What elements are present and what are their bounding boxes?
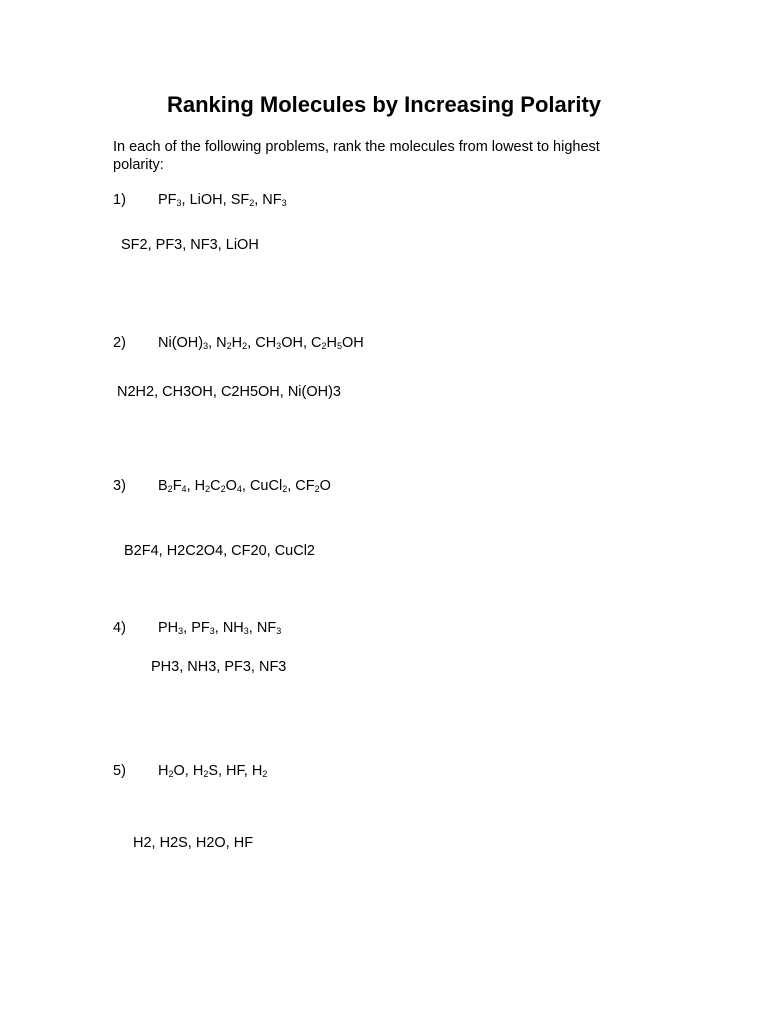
problem-number: 4) bbox=[113, 620, 126, 636]
subscript: 3 bbox=[176, 198, 182, 208]
subscript: 2 bbox=[203, 769, 209, 779]
subscript: 4 bbox=[181, 484, 187, 494]
problem-4 bbox=[113, 620, 281, 636]
subscript: 2 bbox=[220, 484, 226, 494]
subscript: 2 bbox=[262, 769, 268, 779]
subscript: 3 bbox=[276, 626, 282, 636]
answer-2: N2H2, CH3OH, C2H5OH, Ni(OH)3 bbox=[117, 384, 341, 400]
subscript: 3 bbox=[243, 626, 249, 636]
subscript: 3 bbox=[178, 626, 184, 636]
subscript: 5 bbox=[336, 341, 342, 351]
subscript: 3 bbox=[203, 341, 209, 351]
page-title: Ranking Molecules by Increasing Polarity bbox=[166, 92, 602, 117]
subscript: 2 bbox=[242, 341, 248, 351]
subscript: 2 bbox=[205, 484, 211, 494]
problem-number: 2) bbox=[113, 335, 126, 351]
molecule-list: $H_2O$, $H_2S$, HF, $H_2$ bbox=[158, 763, 268, 779]
subscript: 3 bbox=[281, 198, 287, 208]
subscript: 2 bbox=[168, 769, 174, 779]
subscript: 3 bbox=[209, 626, 215, 636]
problem-number: 5) bbox=[113, 763, 126, 779]
subscript: 4 bbox=[236, 484, 242, 494]
subscript: 2 bbox=[314, 484, 320, 494]
subscript: 2 bbox=[226, 341, 232, 351]
molecule-list: $B_2F_4$, $H_2C_2O_4$, CuCl$_2$, $CF_2O$ bbox=[158, 478, 331, 494]
problem-number: 3) bbox=[113, 478, 126, 494]
subscript: 2 bbox=[167, 484, 173, 494]
molecule-list: $Ni(OH)_3$, $N_2H_2$, $CH_3OH$, $C_2H_5OH$ bbox=[158, 335, 364, 351]
problem-5 bbox=[113, 763, 267, 779]
answer-4: PH3, NH3, PF3, NF3 bbox=[151, 659, 287, 675]
instructions-text: In each of the following problems, rank the molecules from lowest to highest polarity: bbox=[113, 139, 600, 173]
subscript: 2 bbox=[282, 484, 288, 494]
problem-2 bbox=[113, 335, 364, 351]
answer-3: B2F4, H2C2O4, CF20, CuCl2 bbox=[124, 543, 315, 559]
answer-1: SF2, PF3, NF3, LiOH bbox=[121, 237, 259, 253]
molecule-list: $PF_3$, LiOH, $SF_2$, $NF_3$ bbox=[158, 192, 287, 208]
answer-5: H2, H2S, H2O, HF bbox=[133, 835, 254, 851]
problem-1 bbox=[113, 192, 287, 208]
subscript: 3 bbox=[276, 341, 282, 351]
subscript: 2 bbox=[249, 198, 255, 208]
subscript: 2 bbox=[321, 341, 327, 351]
problem-number: 1) bbox=[113, 192, 126, 208]
molecule-list: $PH_3$, $PF_3$, $NH_3$, $NF_3$ bbox=[158, 620, 282, 636]
problem-3 bbox=[113, 478, 331, 494]
